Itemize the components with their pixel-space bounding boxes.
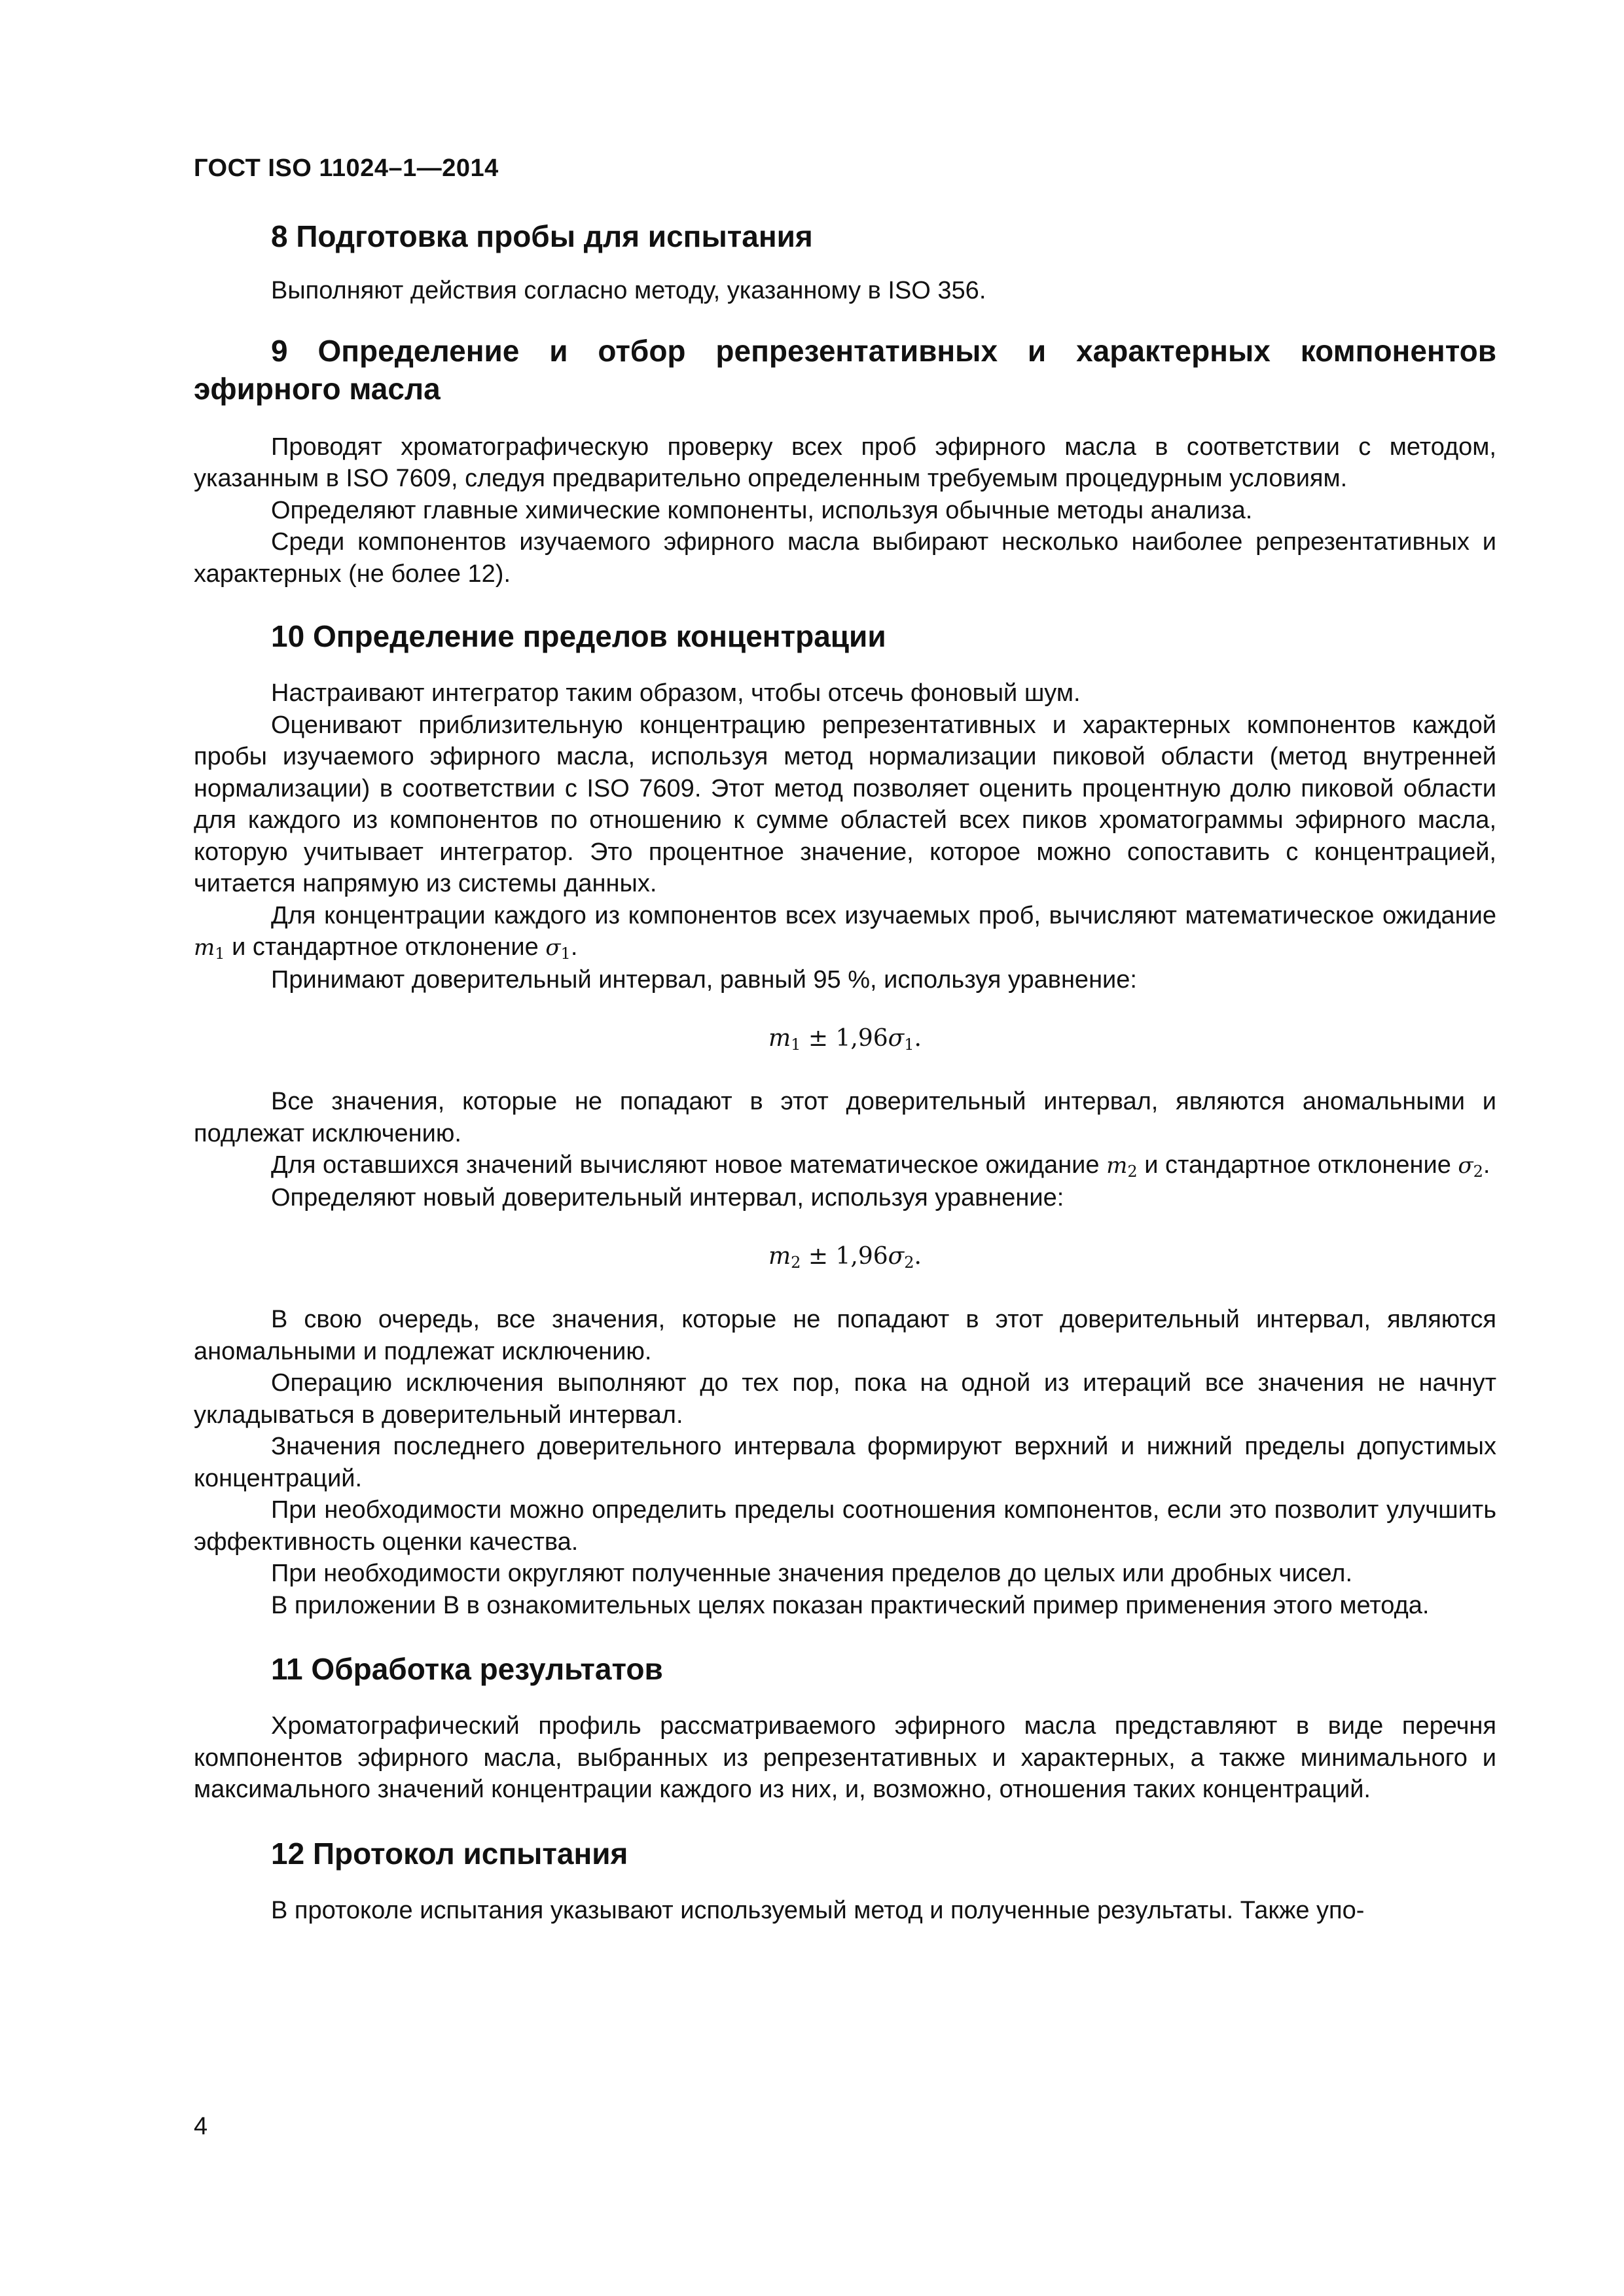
document-header: ГОСТ ISO 11024–1—2014 — [194, 154, 499, 182]
paragraph: Для концентрации каждого из компонентов всех изучаемых проб, вычисляют математическое ожидание $m_1$ и стандартное отклонение $\sigma_1$. — [194, 901, 1496, 963]
paragraph: Хроматографический профиль рассматриваемого эфирного масла представляют в виде перечня компонентов эфирного масла, выбранных из репрезентативных и характерных, а также минимального и максимального значений концентрации каждого из них, и, возможно, отношения таких концентраций. — [194, 1712, 1496, 1803]
section-12-title: 12 Протокол испытания — [271, 1836, 628, 1871]
paragraph: Принимают доверительный интервал, равный 95 %, используя уравнение: — [271, 965, 1137, 994]
paragraph: Настраивают интегратор таким образом, чтобы отсечь фоновый шум. — [271, 679, 1081, 707]
paragraph: Все значения, которые не попадают в этот доверительный интервал, являются аномальными и подлежат исключению. — [194, 1088, 1496, 1147]
paragraph: В протоколе испытания указывают используемый метод и полученные результаты. Также упо- — [271, 1896, 1365, 1924]
paragraph: При необходимости округляют полученные значения пределов до целых или дробных чисел. — [271, 1560, 1353, 1587]
paragraph: В свою очередь, все значения, которые не попадают в этот доверительный интервал, являются аномальными и подлежат исключению. — [194, 1306, 1496, 1365]
symbol-sigma2: $\sigma_2$ — [1458, 1153, 1483, 1181]
section-8 — [194, 217, 1496, 307]
equation-1: $m_1 \pm 1,96\sigma_1$. — [768, 1025, 922, 1054]
paragraph: Определяют новый доверительный интервал, используя уравнение: — [271, 1183, 1064, 1211]
section-10 — [194, 617, 1496, 1621]
paragraph: Операцию исключения выполняют до тех пор, пока на одной из итераций все значения не начнут укладываться в доверительный интервал. — [194, 1369, 1496, 1429]
page-content — [194, 209, 1496, 1926]
symbol-m1: $m_1$ — [194, 935, 225, 963]
section-9-title: 9 Определение и отбор репрезентативных и характерных компонентов эфирного масла — [194, 333, 1496, 406]
symbol-sigma1: $\sigma_1$ — [545, 935, 571, 963]
equation-2: $m_2 \pm 1,96\sigma_2$. — [768, 1243, 922, 1272]
section-8-title: 8 Подготовка пробы для испытания — [271, 219, 813, 253]
section-10-title: 10 Определение пределов концентрации — [271, 619, 886, 653]
page-number: 4 — [194, 2113, 208, 2140]
section-12 — [194, 1835, 1496, 1927]
paragraph: При необходимости можно определить пределы соотношения компонентов, если это позволит улучшить эффективность оценки качества. — [194, 1496, 1496, 1556]
symbol-m2: $m_2$ — [1106, 1153, 1138, 1181]
section-11 — [194, 1650, 1496, 1806]
paragraph: В приложении В в ознакомительных целях показан практический пример применения этого метода. — [271, 1591, 1430, 1619]
paragraph: Проводят хроматографическую проверку всех проб эфирного масла в соответствии с методом, указанным в ISO 7609, следуя предварительно определенным требуемым процедурным условиям. — [194, 433, 1496, 492]
paragraph: Для оставшихся значений вычисляют новое математическое ожидание $m_2$ и стандартное отклонение $\sigma_2$. — [271, 1151, 1490, 1181]
paragraph: Выполняют действия согласно методу, указанному в ISO 356. — [271, 277, 986, 304]
section-9 — [194, 332, 1496, 590]
paragraph: Значения последнего доверительного интервала формируют верхний и нижний пределы допустимых концентраций. — [194, 1433, 1496, 1492]
section-11-title: 11 Обработка результатов — [271, 1652, 663, 1686]
paragraph: Оценивают приблизительную концентрацию репрезентативных и характерных компонентов каждой пробы изучаемого эфирного масла, используя метод нормализации пиковой области (метод внутренней нормализации) в соответствии с ISO 7609. Этот метод позволяет оценить процентную долю пиковой области для каждого из компонентов по отношению к сумме областей всех пиков хроматограммы эфирного масла, которую учитывает интегратор. Это процентное значение, которое можно сопоставить с концентрацией, читается напрямую из системы данных. — [194, 711, 1496, 897]
paragraph: Определяют главные химические компоненты, используя обычные методы анализа. — [271, 496, 1253, 524]
paragraph: Среди компонентов изучаемого эфирного масла выбирают несколько наиболее репрезентативных и характерных (не более 12). — [194, 528, 1496, 588]
